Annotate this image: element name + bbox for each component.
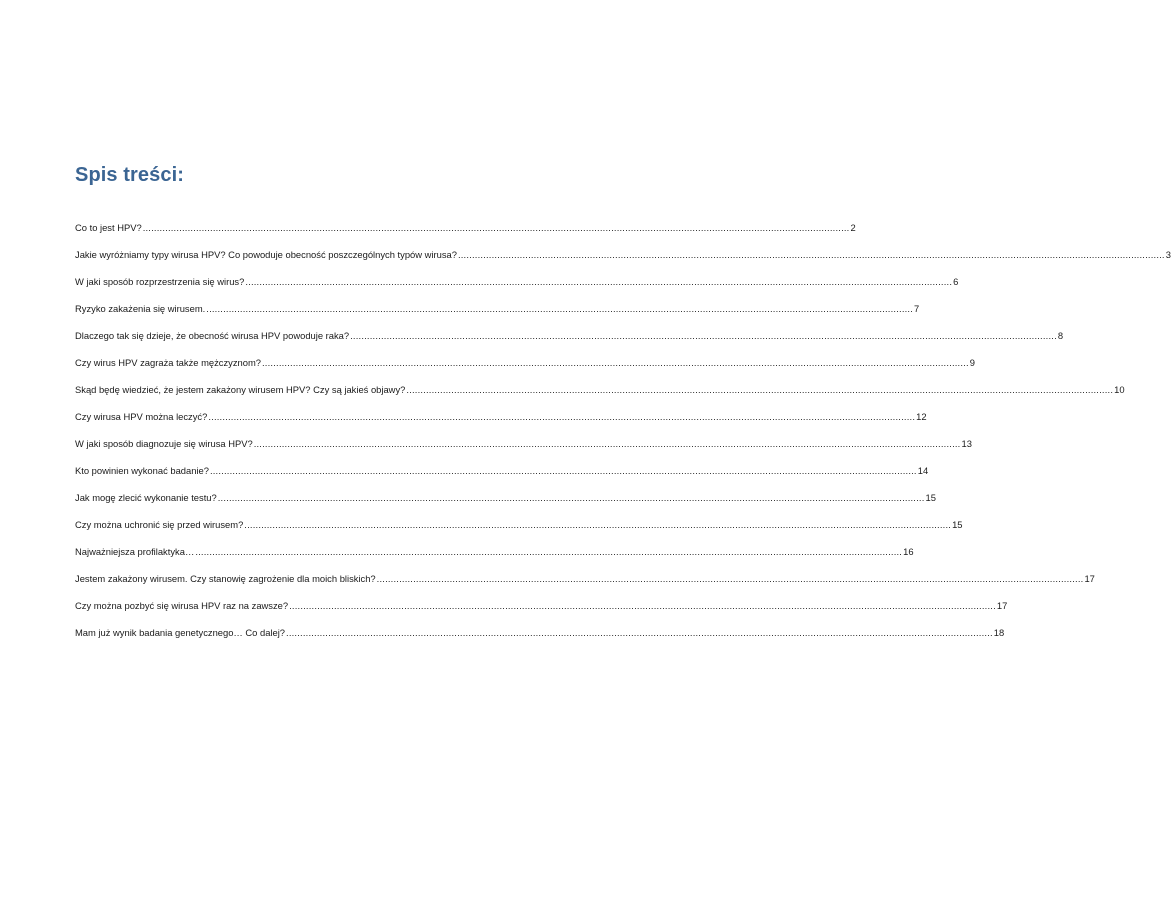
- toc-entry-kto-powinien[interactable]: [75, 465, 929, 492]
- toc-entry-profilaktyka[interactable]: [75, 546, 914, 573]
- toc-dot-leader: [210, 465, 917, 477]
- toc-entry-ryzyko-zakazenia[interactable]: [75, 303, 920, 330]
- toc-page-number: 6: [953, 276, 959, 287]
- toc-dot-leader: [244, 519, 951, 531]
- toc-entry-wynik-badania[interactable]: [75, 627, 1005, 654]
- toc-heading: Spis treści:: [75, 164, 185, 186]
- toc-entry-text: Najważniejsza profilaktyka…: [75, 546, 195, 557]
- toc-dot-leader: [206, 303, 913, 315]
- toc-dot-leader: [350, 330, 1057, 342]
- toc-page-number: 14: [917, 465, 929, 476]
- toc-dot-leader: [262, 357, 969, 369]
- toc-page-number: 2: [850, 222, 856, 233]
- toc-entry-text: Kto powinien wykonać badanie?: [75, 465, 209, 476]
- toc-page-number: 16: [903, 546, 914, 557]
- toc-page-number: 8: [1057, 330, 1064, 341]
- toc-entry-text: Dlaczego tak się dzieje, że obecność wirusa HPV powoduje raka?: [75, 330, 350, 341]
- toc-page-number: 18: [993, 627, 1005, 638]
- toc-entry-mezczyzni[interactable]: [75, 357, 975, 384]
- toc-page-number: 7: [914, 303, 920, 314]
- toc-entry-text: Jak mogę zlecić wykonanie testu?: [75, 492, 217, 503]
- toc-entry-text: Skąd będę wiedzieć, że jestem zakażony wirusem HPV? Czy są jakieś objawy?: [75, 384, 406, 395]
- toc-page-number: 10: [1114, 384, 1125, 395]
- toc-entry-text: Co to jest HPV?: [75, 222, 142, 233]
- toc-entry-ochrona[interactable]: [75, 519, 963, 546]
- toc-dot-leader: [254, 438, 961, 450]
- toc-page-number: 15: [952, 519, 963, 530]
- toc-page-number: 3: [1165, 249, 1171, 260]
- toc-entry-text: Czy wirus HPV zagraża także mężczyznom?: [75, 357, 261, 368]
- toc-dot-leader: [286, 627, 993, 639]
- toc-dot-leader: [406, 384, 1113, 396]
- toc-entry-objawy[interactable]: [75, 384, 1125, 411]
- toc-entry-rozprzestrzenianie[interactable]: [75, 276, 959, 303]
- toc-dot-leader: [143, 222, 850, 234]
- toc-page-number: 17: [996, 600, 1008, 611]
- toc-page-number: 15: [925, 492, 936, 503]
- toc-entry-diagnozowanie[interactable]: [75, 438, 972, 465]
- toc-entry-text: Jestem zakażony wirusem. Czy stanowię zagrożenie dla moich bliskich?: [75, 573, 376, 584]
- toc-dot-leader: [208, 411, 915, 423]
- toc-page-number: 17: [1084, 573, 1095, 584]
- toc-entry-text: Czy można uchronić się przed wirusem?: [75, 519, 244, 530]
- toc-page-number: 12: [916, 411, 927, 422]
- toc-entry-typy-wirusa[interactable]: [75, 249, 1171, 276]
- toc-list: [75, 222, 1171, 654]
- toc-entry-text: W jaki sposób diagnozuje się wirusa HPV?: [75, 438, 253, 449]
- toc-page-number: 13: [961, 438, 972, 449]
- toc-page-number: 9: [969, 357, 975, 368]
- toc-entry-text: Czy można pozbyć się wirusa HPV raz na zawsze?: [75, 600, 289, 611]
- toc-entry-hpv-a-rak[interactable]: [75, 330, 1064, 357]
- toc-entry-text: Jakie wyróżniamy typy wirusa HPV? Co powoduje obecność poszczególnych typów wirusa?: [75, 249, 457, 260]
- toc-dot-leader: [458, 249, 1165, 261]
- toc-entry-text: Ryzyko zakażenia się wirusem.: [75, 303, 206, 314]
- toc-dot-leader: [245, 276, 952, 288]
- toc-entry-co-to-jest-hpv[interactable]: [75, 222, 856, 249]
- toc-dot-leader: [195, 546, 902, 558]
- toc-entry-zlecenie-testu[interactable]: [75, 492, 936, 519]
- toc-entry-pozbycie-sie[interactable]: [75, 600, 1008, 627]
- toc-entry-text: Mam już wynik badania genetycznego… Co dalej?: [75, 627, 286, 638]
- toc-entry-text: W jaki sposób rozprzestrzenia się wirus?: [75, 276, 245, 287]
- toc-entry-leczenie[interactable]: [75, 411, 927, 438]
- toc-entry-text: Czy wirusa HPV można leczyć?: [75, 411, 208, 422]
- toc-dot-leader: [218, 492, 925, 504]
- toc-dot-leader: [377, 573, 1084, 585]
- toc-entry-zagrozenie-bliskich[interactable]: [75, 573, 1095, 600]
- toc-dot-leader: [289, 600, 996, 612]
